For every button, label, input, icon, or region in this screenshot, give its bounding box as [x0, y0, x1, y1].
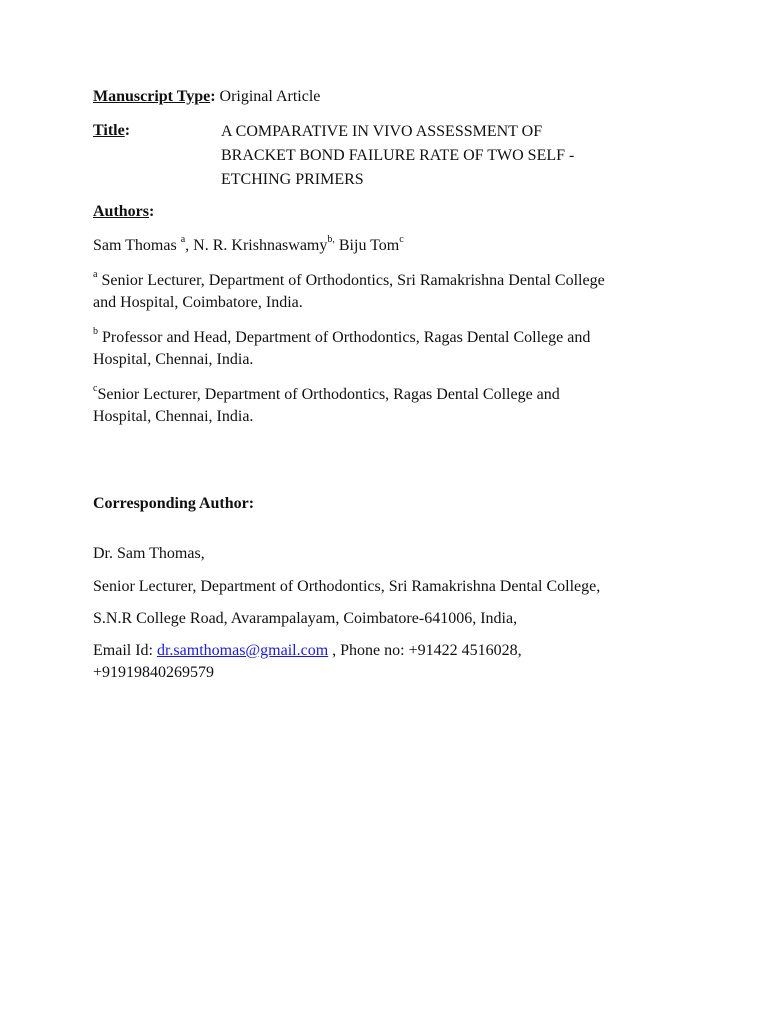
authors-heading-colon: : [149, 203, 155, 220]
manuscript-type-label: Manuscript Type [93, 88, 211, 105]
corresponding-name: Dr. Sam Thomas, [93, 545, 205, 562]
affiliation-line-2: Hospital, Chennai, India. [93, 351, 254, 368]
author-name: Sam Thomas [93, 237, 181, 254]
affiliation-sup: c [93, 382, 98, 394]
corresponding-heading: Corresponding Author: [93, 495, 255, 512]
affiliation-line-1: Professor and Head, Department of Orthodontics, Ragas Dental College and [98, 329, 591, 346]
title-label: Title [93, 122, 125, 139]
author-name: N. R. Krishnaswamy [193, 237, 328, 254]
authors-heading-label: Authors [93, 203, 150, 220]
manuscript-type-colon: : [210, 88, 216, 105]
affiliation-line-2: Hospital, Chennai, India. [93, 408, 254, 425]
manuscript-type-value: Original Article [219, 88, 321, 105]
title-row [93, 120, 708, 192]
author-separator: , [185, 237, 194, 254]
title-line-2: BRACKET BOND FAILURE RATE OF TWO SELF - [221, 147, 575, 164]
author-sup: c [399, 233, 404, 245]
author-name: Biju Tom [338, 237, 400, 254]
affiliation-sup: a [93, 268, 98, 280]
corresponding-position: Senior Lecturer, Department of Orthodontics, Sri Ramakrishna Dental College, [93, 578, 601, 595]
affiliation-line-1: Senior Lecturer, Department of Orthodontics, Ragas Dental College and [97, 386, 560, 403]
phone-secondary: +91919840269579 [93, 664, 215, 681]
phone-label: , Phone no: +91422 4516028, [328, 642, 522, 659]
affiliation-line-2: and Hospital, Coimbatore, India. [93, 294, 303, 311]
title-line-1: A COMPARATIVE IN VIVO ASSESSMENT OF [221, 123, 543, 140]
affiliation-b [93, 327, 708, 371]
affiliation-c [93, 384, 708, 428]
author-sup: b, [327, 233, 335, 245]
title-colon: : [124, 122, 131, 139]
corresponding-address: S.N.R College Road, Avarampalayam, Coimbatore-641006, India, [93, 610, 518, 627]
affiliation-sup: b [93, 325, 98, 337]
title-value [221, 120, 574, 192]
authors-list [93, 235, 708, 257]
title-label-wrap [93, 120, 221, 142]
affiliation-a [93, 270, 708, 314]
affiliation-line-1: Senior Lecturer, Department of Orthodontics, Sri Ramakrishna Dental College [97, 272, 605, 289]
author-sup: a [180, 233, 186, 245]
email-label: Email Id: [93, 642, 157, 659]
email-link[interactable]: dr.samthomas@gmail.com [156, 642, 329, 659]
manuscript-type-line [93, 86, 708, 108]
corresponding-contact [93, 640, 708, 684]
title-line-3: ETCHING PRIMERS [221, 171, 364, 188]
authors-heading [93, 201, 708, 223]
